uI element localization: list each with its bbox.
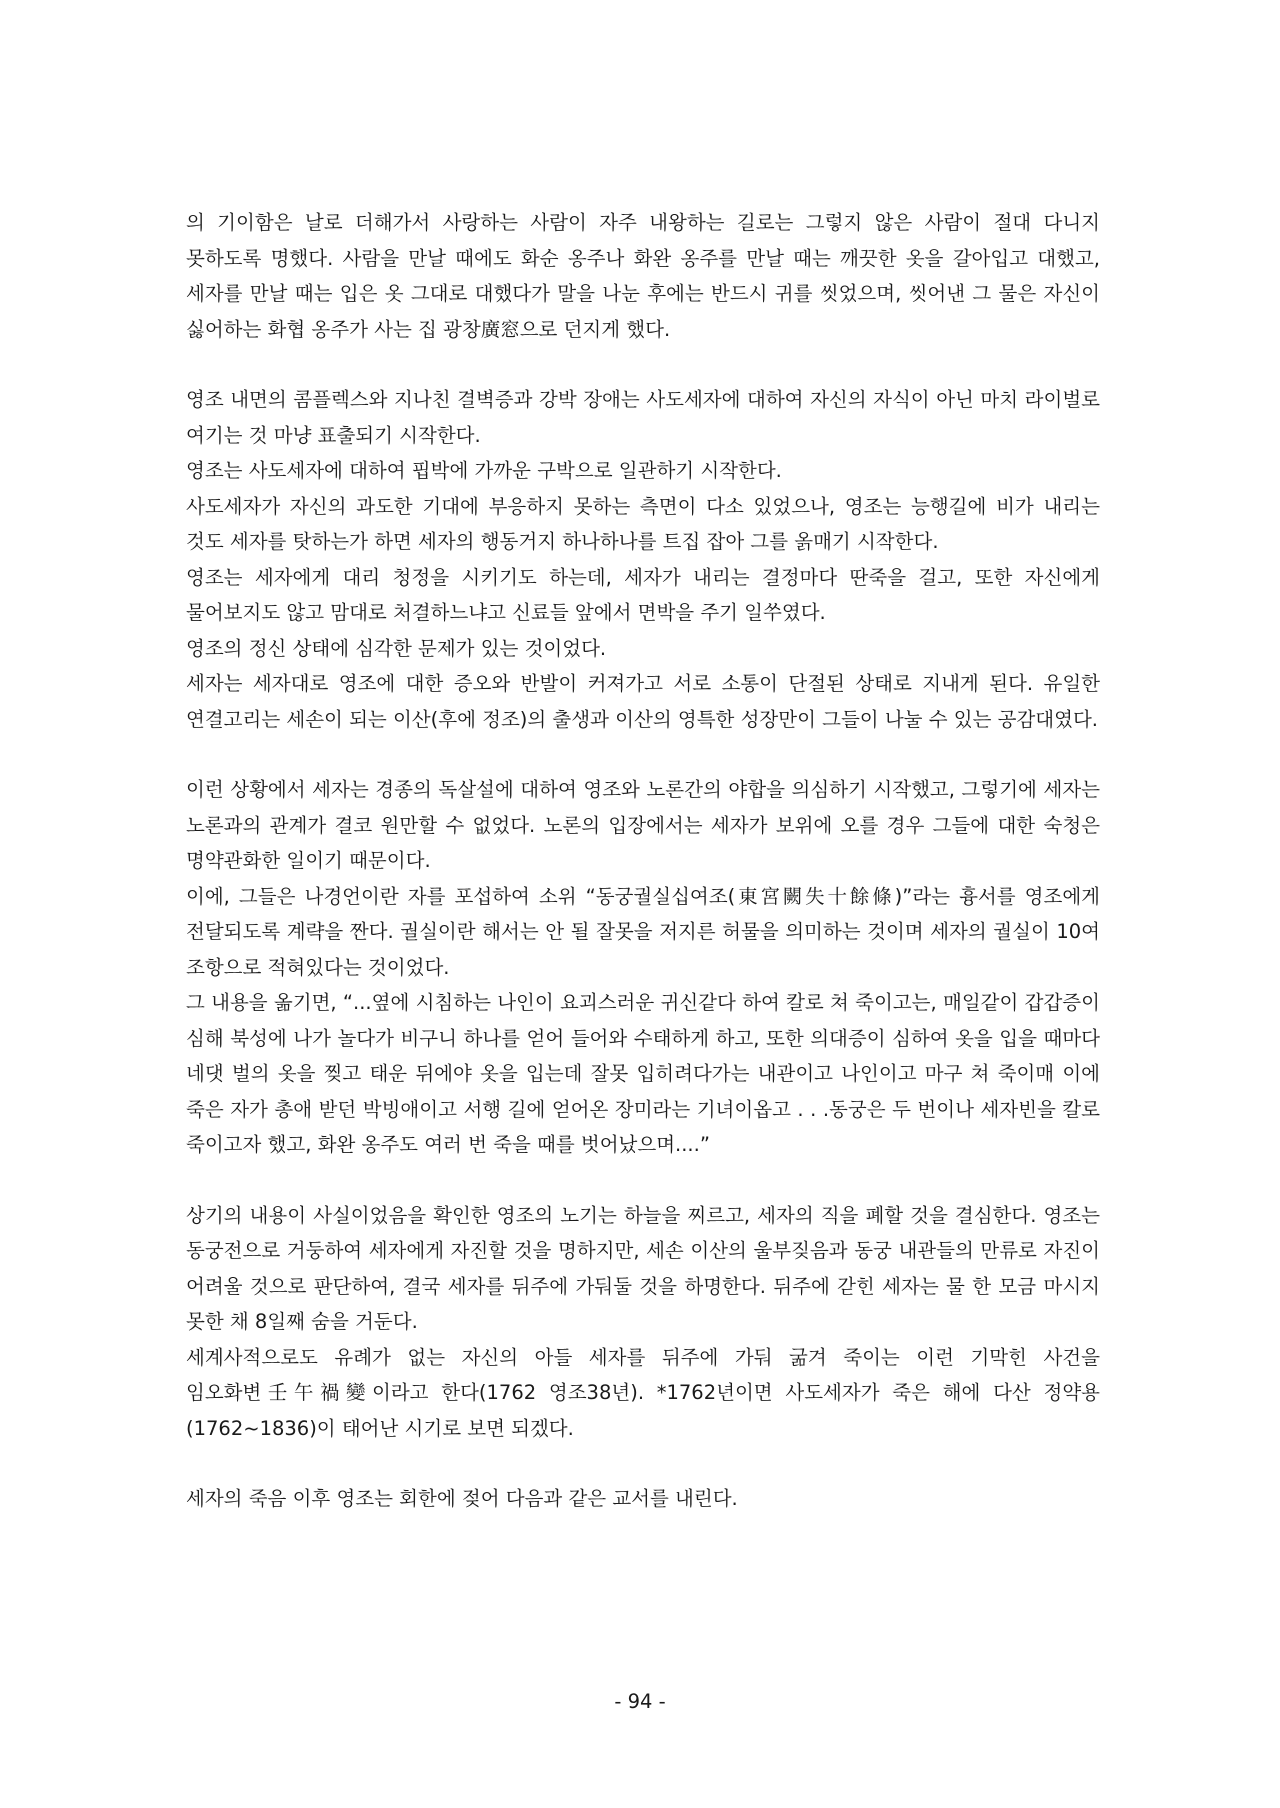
paragraph-9: 이에, 그들은 나경언이란 자를 포섭하여 소위 “동궁궐실십여조(東宮闕失十餘條)”라는 흉서를 영조에게 전달되도록 계략을 짠다. 궐실이란 해서는 안 될 잘못을 저지른 허물을 의미하는 것이며 세자의 궐실이 10여 조항으로 적혀있다는 것이었다. xyxy=(186,884,1100,979)
paragraph-13: 세자의 죽음 이후 영조는 회한에 젖어 다음과 같은 교서를 내린다. xyxy=(186,1487,738,1510)
paragraph-10: 그 내용을 옮기면, “...옆에 시침하는 나인이 요괴스러운 귀신같다 하여 칼로 쳐 죽이고는, 매일같이 갑갑증이 심해 북성에 나가 놀다가 비구니 하나를 얻어 들어와 수태하게 하고, 또한 의대증이 심하여 옷을 입을 때마다 네댓 벌의 옷을 찢고 태운 뒤에야 옷을 입는데 잘못 입히려다가는 내관이고 나인이고 마구 쳐 죽이매 이에 죽은 자가 총애 받던 박빙애이고 서행 길에 얻어온 장미라는 기녀이옵고 . . .동궁은 두 번이나 세자빈을 칼로 죽이고자 했고, 화완 옹주도 여러 번 죽을 때를 벗어났으며....” xyxy=(186,991,1100,1156)
page-number: - 94 - xyxy=(614,1690,666,1713)
paragraph-1: 의 기이함은 날로 더해가서 사랑하는 사람이 자주 내왕하는 길로는 그렇지 않은 사람이 절대 다니지 못하도록 명했다. 사람을 만날 때에도 화순 옹주나 화완 옹주를 만날 때는 깨끗한 옷을 갈아입고 대했고, 세자를 만날 때는 입은 옷 그대로 대했다가 말을 나눈 후에는 반드시 귀를 씻었으며, 씻어낸 그 물은 자신이 싫어하는 화협 옹주가 사는 집 광창廣窓으로 던지게 했다. xyxy=(186,211,1100,341)
paragraph-3: 영조는 사도세자에 대하여 핍박에 가까운 구박으로 일관하기 시작한다. xyxy=(186,459,782,482)
paragraph-7: 세자는 세자대로 영조에 대한 증오와 반발이 커져가고 서로 소통이 단절된 상태로 지내게 된다. 유일한 연결고리는 세손이 되는 이산(후에 정조)의 출생과 이산의 영특한 성장만이 그들이 나눌 수 있는 공감대였다. xyxy=(186,672,1100,731)
paragraph-12: 세계사적으로도 유례가 없는 자신의 아들 세자를 뒤주에 가둬 굶겨 죽이는 이런 기막힌 사건을 임오화변壬午禍變이라고 한다(1762 영조38년). *1762년이면 사도세자가 죽은 해에 다산 정약용(1762~1836)이 태어난 시기로 보면 되겠다. xyxy=(186,1345,1100,1440)
paragraph-5: 영조는 세자에게 대리 청정을 시키기도 하는데, 세자가 내리는 결정마다 딴죽을 걸고, 또한 자신에게 물어보지도 않고 맘대로 처결하느냐고 신료들 앞에서 면박을 주기 일쑤였다. xyxy=(186,565,1100,624)
body-text xyxy=(186,205,1100,1517)
paragraph-4: 사도세자가 자신의 과도한 기대에 부응하지 못하는 측면이 다소 있었으나, 영조는 능행길에 비가 내리는 것도 세자를 탓하는가 하면 세자의 행동거지 하나하나를 트집 잡아 그를 옭매기 시작한다. xyxy=(186,494,1100,553)
paragraph-6: 영조의 정신 상태에 심각한 문제가 있는 것이었다. xyxy=(186,636,607,660)
paragraph-11: 상기의 내용이 사실이었음을 확인한 영조의 노기는 하늘을 찌르고, 세자의 직을 폐할 것을 결심한다. 영조는 동궁전으로 거둥하여 세자에게 자진할 것을 명하지만, 세손 이산의 울부짖음과 동궁 내관들의 만류로 자진이 어려울 것으로 판단하여, 결국 세자를 뒤주에 가둬둘 것을 하명한다. 뒤주에 갇힌 세자는 물 한 모금 마시지 못한 채 8일째 숨을 거둔다. xyxy=(186,1203,1100,1333)
paragraph-2: 영조 내면의 콤플렉스와 지나친 결벽증과 강박 장애는 사도세자에 대하여 자신의 자식이 아닌 마치 라이벌로 여기는 것 마냥 표출되기 시작한다. xyxy=(186,388,1100,447)
paragraph-8: 이런 상황에서 세자는 경종의 독살설에 대하여 영조와 노론간의 야합을 의심하기 시작했고, 그렇기에 세자는 노론과의 관계가 결코 원만할 수 없었다. 노론의 입장에서는 세자가 보위에 오를 경우 그들에 대한 숙청은 명약관화한 일이기 때문이다. xyxy=(186,778,1100,872)
